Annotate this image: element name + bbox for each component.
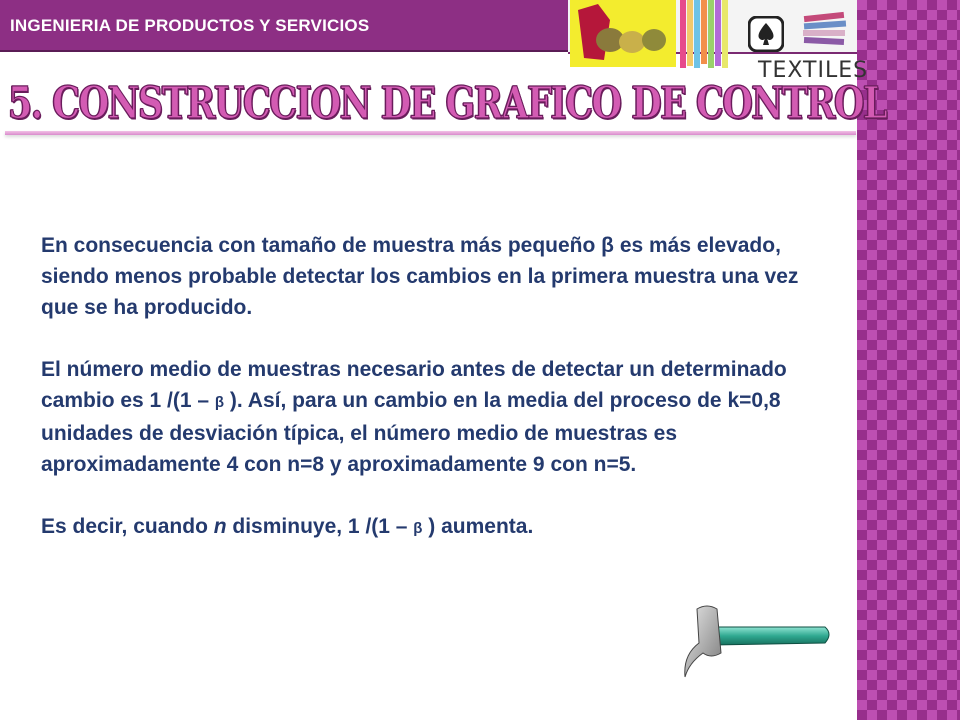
title-underline	[5, 131, 856, 135]
paragraph-2-part-b: ). Así, para un cambio en la media del proceso de k=0,8 unidades de desviación típica, el número medio de muestras es aproximadamente 4 con n=8 y aproximadamente 9 con n=5.	[41, 389, 781, 476]
textiles-logo-icon	[748, 16, 784, 52]
paragraph-1: En consecuencia con tamaño de muestra más pequeño β es más elevado, siendo menos probable detectar los cambios en la primera muestra una vez que se ha producido.	[41, 234, 799, 319]
folded-fabric-image	[800, 8, 850, 52]
textile-image	[570, 0, 676, 67]
variable-n: n	[213, 515, 227, 538]
paragraph-3-part-b: disminuye, 1 /(1 –	[226, 515, 414, 538]
paragraph-3	[41, 511, 801, 544]
fabric-rolls-image	[676, 0, 742, 70]
hammer-icon	[683, 603, 835, 683]
paragraph-3-part-a: Es decir, cuando	[41, 515, 214, 538]
beta-symbol-2: β	[413, 520, 423, 537]
yarn-image	[570, 0, 676, 67]
beta-symbol: β	[214, 394, 225, 411]
header-bar	[0, 0, 568, 52]
textiles-logo-text: TEXTILES	[758, 58, 869, 83]
course-title: INGENIERIA DE PRODUCTOS Y SERVICIOS	[10, 16, 370, 35]
slide-title: 5. CONSTRUCCION DE GRAFICO DE CONTROL	[8, 78, 887, 130]
paragraph-3-part-c: ) aumenta.	[422, 515, 534, 538]
slide-body	[41, 230, 801, 575]
paragraph-2-part-a: El número medio de muestras necesario antes de detectar un determinado cambio es 1 /(1 –	[41, 358, 787, 412]
paragraph-2	[41, 354, 801, 480]
